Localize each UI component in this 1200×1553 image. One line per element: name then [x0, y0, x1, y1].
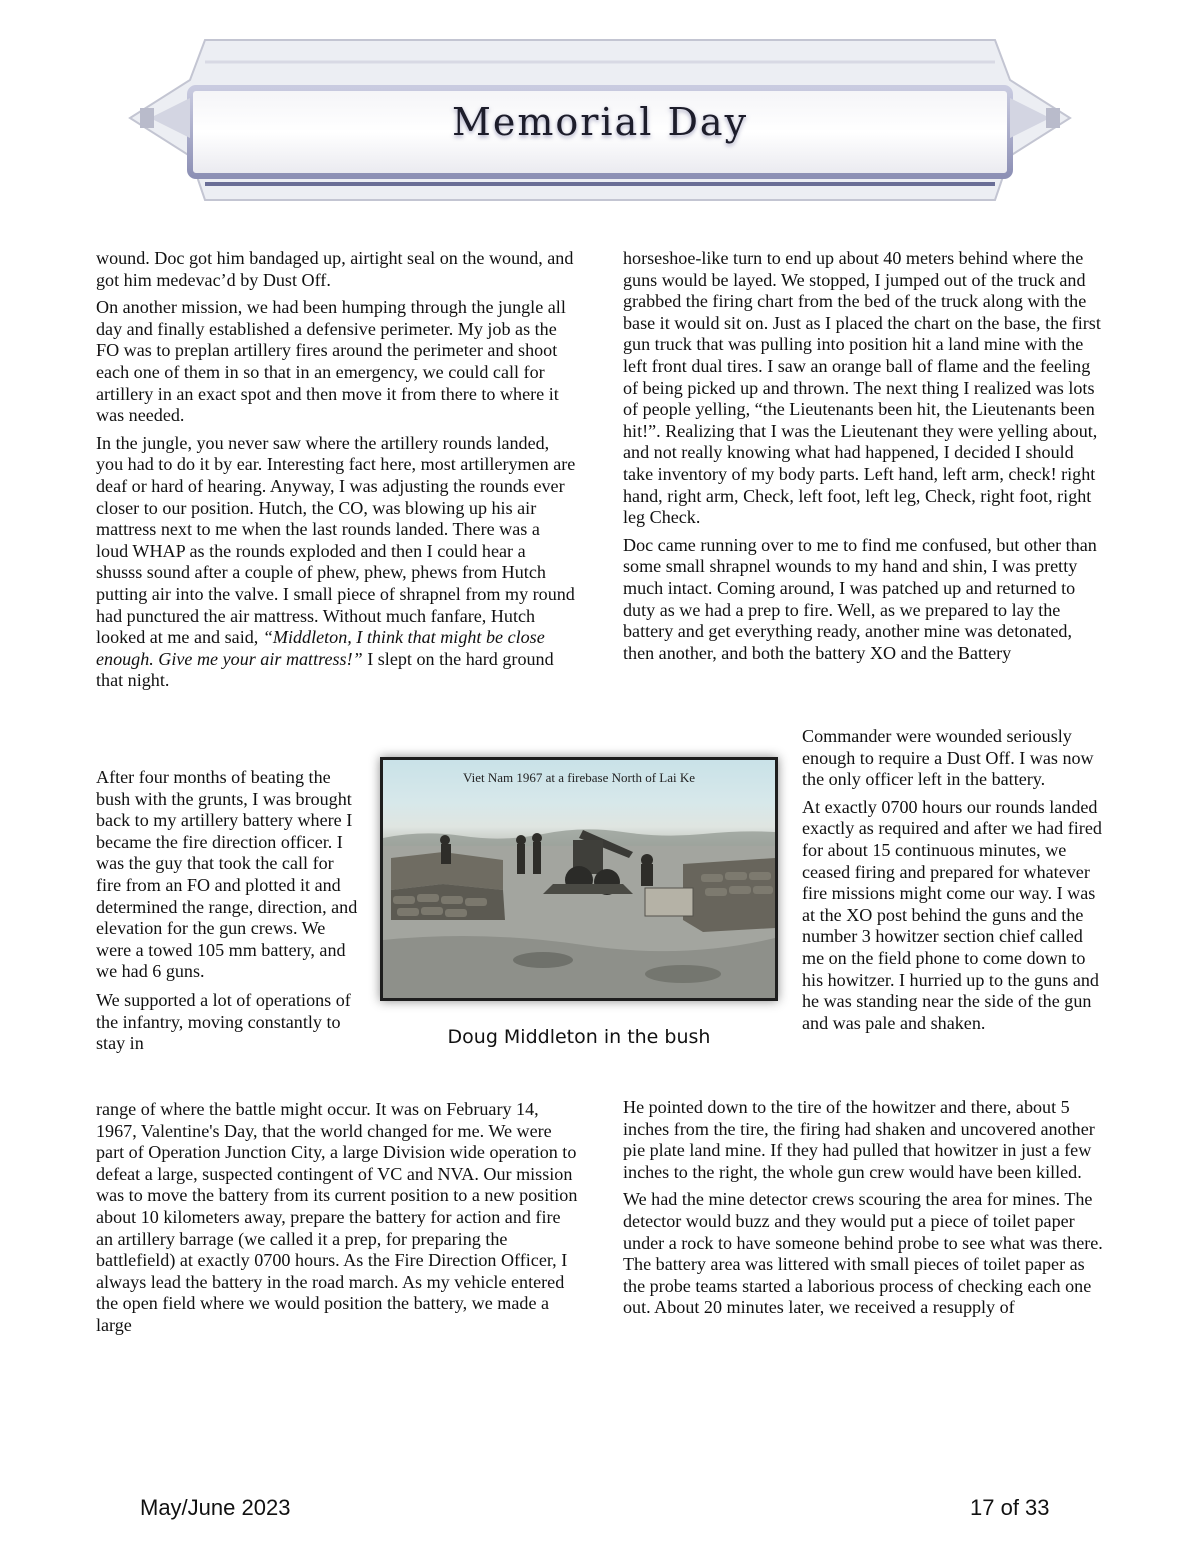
- paragraph: range of where the battle might occur. It was on February 14, 1967, Valentine's Day, that the world changed for me. We were part of Operation Junction City, a large Division wide operation to defeat a large, suspected contingent of VC and NVA. Our mission was to move the battery from its current position to a new position about 10 kilometers away, prepare the battery for action and fire an artillery barrage (we called it a prep, for preparing the battlefield) at exactly 0700 hours. As the Fire Direction Officer, I always lead the battery in the road march. As my vehicle entered the open field where we would position the battery, we made a large: [96, 1099, 578, 1335]
- photo-scene: [383, 760, 775, 998]
- page-title: Memorial Day: [451, 100, 749, 144]
- paragraph: On another mission, we had been humping through the jungle all day and finally established a defensive perimeter. My job as the FO was to preplan artillery fires around the perimeter and shoot each one of them in so that in an emergency, we could call for artillery in an exact spot and then move it from there to where it was needed.: [96, 297, 566, 426]
- left-column-top: [96, 248, 576, 692]
- paragraph-text: I slept on the hard ground that night.: [96, 648, 554, 691]
- right-column-top: [623, 248, 1103, 664]
- paragraph: At exactly 0700 hours our rounds landed exactly as required and after we had fired for about 15 continuous minutes, we ceased firing and prepared for whatever fire missions might come our way. I was at the XO post behind the guns and the number 3 howitzer section chief called me on the field phone to come down to his howitzer. I hurried up to the guns and he was standing near the side of the gun and was pale and shaken.: [802, 796, 1102, 1033]
- photo-frame: [380, 757, 778, 1001]
- right-column-narrow: [802, 726, 1104, 1034]
- paragraph-jungle: [96, 433, 576, 692]
- photo-inner-caption: Viet Nam 1967 at a firebase North of Lai Ke: [462, 770, 696, 785]
- paragraph: After four months of beating the bush with the grunts, I was brought back to my artillery battery where I became the fire direction officer. I was the guy that took the call for fire from an FO and plotted it and determined the range, direction, and elevation for the gun crews. We were a towed 105 mm battery, and we had 6 guns.: [96, 767, 358, 982]
- left-column-narrow: [96, 767, 358, 1055]
- paragraph: We had the mine detector crews scouring the area for mines. The detector would buzz and they would put a piece of toilet paper under a rock to have someone behind probe to see what was there. The battery area was littered with small pieces of toilet paper as the probe teams started a laborious process of checking each one out. About 20 minutes later, we received a resupply of: [623, 1189, 1103, 1318]
- footer-page-number: 17 of 33: [970, 1495, 1050, 1520]
- paragraph: He pointed down to the tire of the howitzer and there, about 5 inches from the tire, the firing had shaken and uncovered another pie plate land mine. If they had pulled that howitzer in just a few inches to the right, the whole gun crew would have been killed.: [623, 1097, 1095, 1182]
- paragraph: horseshoe-like turn to end up about 40 meters behind where the guns would be layed. We stopped, I jumped out of the truck and grabbed the firing chart from the bed of the truck along with the base it would sit on. Just as I placed the chart on the base, the first gun truck that was pulling into position hit a land mine with the left front dual tires. I saw an orange ball of flame and the feeling of being picked up and thrown. The next thing I realized was lots of people yelling, “the Lieutenants been hit, the Lieutenants been hit!”. Realizing that I was the Lieutenant they were yelling about, and not really knowing what had happened, I decided I should take inventory of my body parts. Left hand, left arm, check! right hand, right arm, Check, left foot, left leg, Check, right foot, right leg Check.: [623, 248, 1101, 528]
- left-column-bottom: [96, 1099, 578, 1337]
- photo-caption: Doug Middleton in the bush: [447, 1026, 711, 1048]
- paragraph: Commander were wounded seriously enough to require a Dust Off. I was now the only officer left in the battery.: [802, 726, 1094, 790]
- right-column-bottom: [623, 1097, 1103, 1319]
- firebase-photo: [383, 760, 775, 998]
- paragraph-text: In the jungle, you never saw where the artillery rounds landed, you had to do it by ear. Interesting fact here, most artillerymen are deaf or hard of hearing. Anyway, I was adjusting the rounds ever closer to our position. Hutch, the CO, was blowing up his air mattress next to me when the last rounds landed. There was a loud WHAP as the rounds exploded and then I could hear a shusss sound after a couple of phew, phew, phews from Hutch putting air into the valve. I small piece of shrapnel from my round had punctured the air mattress. Without much fanfare, Hutch looked at me and said,: [96, 432, 576, 648]
- footer-date: May/June 2023: [140, 1495, 291, 1520]
- paragraph: We supported a lot of operations of the infantry, moving constantly to stay in: [96, 989, 351, 1054]
- header-banner: [0, 0, 1200, 230]
- paragraph: Doc came running over to me to find me confused, but other than some small shrapnel wounds to my hand and shin, I was pretty much intact. Coming around, I was patched up and returned to duty as we had a prep to fire. Well, as we prepared to lay the battery and get everything ready, another mine was detonated, then another, and both the battery XO and the Battery: [623, 534, 1097, 663]
- quote-text: “Middleton, I think that might be close enough. Give me your air mattress!”: [96, 627, 545, 669]
- paragraph: wound. Doc got him bandaged up, airtight seal on the wound, and got him medevac’d by Dust Off.: [96, 248, 574, 290]
